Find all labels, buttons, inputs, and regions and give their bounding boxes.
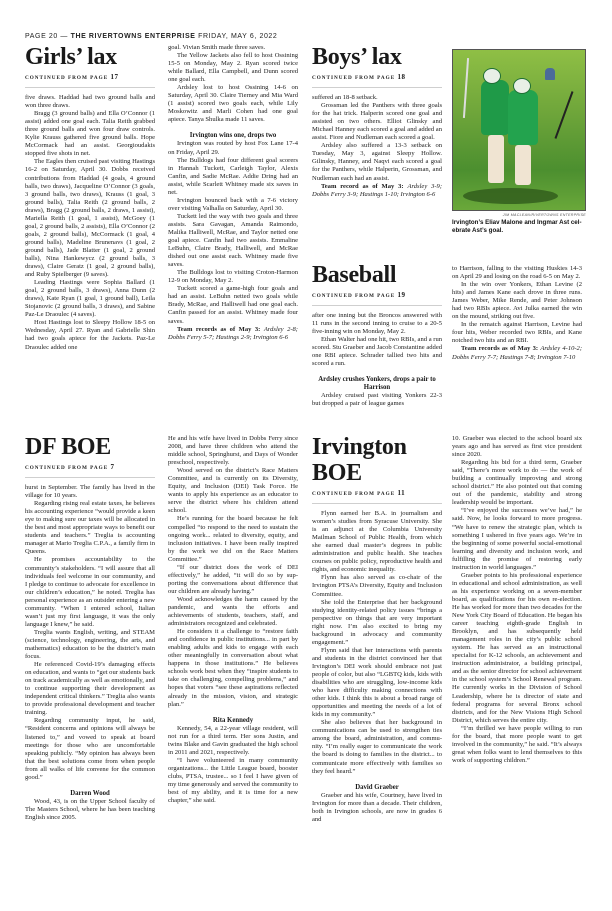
irvington-boe-continued-from: CONTINUED FROM PAGE 11 xyxy=(312,489,442,504)
paragraph: The Eagles then cruised past visiting Hastings 16-2 on Saturday, April 30. Dobbs received contributions from Haddad (4 goals, 4 ground balls, two draws), Jacqueline O’Connor (3 goals, 3 ground balls, two draws), Krauss (1 goal, 3 ground balls), Talia Reith (2 ground balls, 2 draws), Bragg (2 ground balls, 2 draws, 1 assist), Mariella Reith (1 goal, 1 assist), McGoey (1 goal, 2 ground balls, 2 assists), Ella O’Connor (2 goals, 2 ground balls), McCormack (1 goal, 4 ground balls), Madeline Brunenavs (1 goal, 2 ground balls), Jade Blatter (1 goal, 2 ground balls), Nina Hankewycz (2 ground balls, 3 draws), Claire Geratz (1 goal, 2 ground balls), and Ruby Spielberger (9 saves). xyxy=(25,158,155,279)
newspaper-name: THE RIVERTOWNS ENTERPRISE xyxy=(70,33,196,40)
photo-credit: JIM MACLEAN/RIVERTOWNS ENTERPRISE xyxy=(502,213,586,217)
paragraph: Irvington bounced back with a 7-6 victory over visiting Valhalla on Saturday, April 30. xyxy=(168,196,298,212)
paragraph: after one inning but the Broncos answered with 11 runs in the second inning to cruise to a 20-5 five-inning win on Monday, May 2. xyxy=(312,312,442,336)
paragraph: hurst in September. The family has lived in the village for 10 years. xyxy=(25,484,155,500)
paragraph: 10. Graeber was elected to the school board six years ago and has served as first vice president since 2020. xyxy=(452,435,582,459)
paragraph: He’s running for the board because he felt compelled “to respond to the need to sustain the ongoing work... related to diversity, equity, and inclusion initiatives. I have been really inspired by the work we did on the Race Matters Committee.” xyxy=(168,515,298,563)
paragraph: Graeber points to his professional experience in educational and school administration, as well as his experience working on a seven-member board, as qualifications for his own re-election. He has worked for more than two decades for the New York City Board of Education. He began his career teaching eighth-grade English in Brooklyn, and has subsequently held management roles in the city’s public school system. He has served as an instructional specialist for K-12 schools, an achievement and instruction administrator, a building principal, and as the senior director for school achievement in the school system’s School Renewal program. He currently works in the Division of School Leadership, where he is director of state and federal programs for several Bronx school districts, and for the New Visions High School District, which serves the entire city. xyxy=(452,571,582,724)
paragraph: Flynn said that her interactions with parents and students in the district convinced her that Irvington’s DEI work should embrace not just people of color, but also “LGBTQ kids, kids with disabilities who are struggling, low-income kids who have difficulty making connections with other kids. I think this is about a broad range of opportunities and meeting the needs of a lot of kids in my community.” xyxy=(312,646,442,719)
df-boe-subhead-darren-wood: Darren Wood xyxy=(70,789,110,797)
player-shadow xyxy=(463,188,558,204)
paragraph: Tuckett scored a game-high four goals and had an assist. LeBuhn netted two goals while Brady, McRae, and Halliwell had one goal each. Canfin passed for an assist. Whitney made four saves. xyxy=(168,285,298,325)
paragraph: Host Hastings lost to Sleepy Hollow 18-5 on Wednesday, April 27. Ryan and Gabrielle Shin had two goals apiece for the Jackets. Paz-Le Draoulec added one xyxy=(25,319,155,351)
player-helmet xyxy=(483,68,501,84)
boys-lax-continued-from: CONTINUED FROM PAGE 18 xyxy=(312,73,442,88)
player-legs xyxy=(488,135,504,183)
paragraph: Ardsley lost to host Ossining 14-6 on Saturday, April 30. Claire Tierney and Mia Ward (1 assist) scored two goals each, while Lily Moskowitz and Marli Cohen had one goal apiece. Tanya Shulka made 11 saves. xyxy=(168,84,298,124)
paragraph: five draws. Haddad had two ground balls and won three draws. xyxy=(25,94,155,110)
paragraph: He referenced Covid-19’s damaging effects on education, and wants to “get our students back on track academically as well as emotionally, and to continue supporting their development as independent critical thinkers.” Treglia also wants to provide professional development and teacher training. xyxy=(25,661,155,717)
paragraph: suffered an 18-8 setback. xyxy=(312,94,378,102)
df-boe-continued-from: CONTINUED FROM PAGE 7 xyxy=(25,463,155,478)
baseball-headline: Baseball xyxy=(312,262,397,288)
paragraph: Ardsley also suffered a 13-3 setback on Tuesday, May 3, against Sleepy Hollow. Gilinsky, Hanney, and Naqvi each scored a goal for the Panthers, while Halperin, Grossman, and Nudleman each had an assist. xyxy=(312,142,442,182)
irvington-boe-headline: Irvington BOE xyxy=(312,434,407,486)
paragraph: She also believes that her background in communications can be used to strengthen ties among the board, administration, and community. “I’m really eager to communicate the work the board is doing to families in the district... to communicate more effectively with families so they feel heard.” xyxy=(312,719,442,775)
irvington-boe-subhead-david-graeber: David Graeber xyxy=(355,783,399,791)
team-records: Team record as of May 3: Ardsley 3-9; Dobbs Ferry 3-9; Hastings 1-10; Irvington 6-6 xyxy=(312,182,442,198)
paragraph: He considers it a challenge to “restore faith and confidence in public institutions... in part by enabling adults and kids to engage with each other meaningfully in conversation about what happens in those institutions.” He believes schools work best when they “inspire students to take on challenging, compelling problems,” and hopes that voters “see these aspirations reflected already in the mission, vision, and strategic plan.” xyxy=(168,628,298,708)
player-jersey-14 xyxy=(508,90,538,145)
paragraph: Regarding his bid for a third term, Graeber said, “There’s more work to do — the work of building a continually improving and strong school district.” He also pointed out that coming out of the pandemic, stability and strong leadership would be important. xyxy=(452,459,582,507)
page-number: PAGE 20 — xyxy=(25,33,69,40)
paragraph: “I’m thrilled we have people willing to run for the board, that more people want to get involved in the community,” he said. “It’s always great when folks want to lend themselves to this work of supporting children.” xyxy=(452,724,582,764)
player-helmet xyxy=(513,78,531,94)
lacrosse-stick xyxy=(463,58,469,118)
lacrosse-stick xyxy=(555,91,574,139)
paragraph: Wood, 43, is on the Upper School faculty of The Masters School, where he has been teaching English since 2005. xyxy=(25,797,155,821)
paragraph: Regarding rising real estate taxes, he believes his accounting experience “would provide a keen eye to making sure our taxes will be allocated in the best and most appropriate ways to benefit our students and teachers.” Treglia is accounting manager at Mario Treglia C.P.A., a family firm in Queens. xyxy=(25,500,155,556)
irvington-boe-column-1 xyxy=(312,434,442,824)
girls-lax-continued-from: CONTINUED FROM PAGE 17 xyxy=(25,73,155,88)
paragraph: to Harrison, falling to the visiting Huskies 14-3 on April 29 and losing on the road 6-5 on May 2. xyxy=(452,265,582,281)
boys-lax-headline: Boys’ lax xyxy=(312,44,402,70)
spectator-figure xyxy=(545,68,555,80)
paragraph: Flynn earned her B.A. in journalism and women’s studies from Syracuse University. She is an adjunct at the Columbia University Mailman School of Public Health, from which she earned dual master’s degrees in public administration and public health. She teaches courses on public policy, reproductive health and rights, and economic inequality. xyxy=(312,510,442,574)
paragraph: Leading Hastings were Sophia Ballard (1 goal, 2 ground balls, 3 draws), Anna Dunn (2 draws), Kate Ryan (1 goal, 1 ground ball), Leila Stojanovic (2 ground balls, 3 draws), and Sabine Paz-Le Draoulec (4 saves). xyxy=(25,279,155,319)
continued-page-number: 11 xyxy=(397,489,406,497)
paragraph: The Yellow Jackets also fell to host Ossining 15-5 on Monday, May 2. Ryan scored twice while Ballard, Ella Campbell, and Dunn scored one goal each. xyxy=(168,52,298,84)
baseball-subhead: Ardsley crushes Yonkers, drops a pair to Harrison xyxy=(318,376,436,392)
baseball-continued-from: CONTINUED FROM PAGE 19 xyxy=(312,291,442,306)
paragraph: Bragg (3 ground balls) and Ella O’Connor (1 assist) added one goal each. Talia Reith grabbed three ground balls and won four draw controls. Kylie Krauss gathered five ground balls. Hope McCormack had an assist. Georgioudakis stopped five shots in net. xyxy=(25,110,155,158)
paragraph: In the rematch against Harrison, Levine had four hits, Weber recorded two RBIs, and Kane notched two hits and an RBI. xyxy=(452,321,582,345)
df-boe-column-2 xyxy=(168,435,298,805)
paragraph: Regarding community input, he said, “Resident concerns and opinions will always be listened to,” and vowed to speak at board meetings for those who are uncomfortable speaking publicly. “My opinion has always been that the best solutions come from when people from all walks of life convene for the common good.” xyxy=(25,717,155,781)
lacrosse-celebration-photo xyxy=(452,49,586,211)
paragraph: He and his wife have lived in Dobbs Ferry since 2008, and have three children who attend the middle school, Springhurst, and Days of Wonder preschool, respectively. xyxy=(168,435,298,467)
team-records: Team records as of May 3: Ardsley 4-10-2; Dobbs Ferry 7-7; Hastings 7-8; Irvington 7-10 xyxy=(452,345,583,361)
paragraph: Wood served on the district’s Race Matters Committee, and is currently on its Diversity, Equity, and Inclusion (DEI) Task Force. He wants to apply his experience as an educator to serve the district where his children attend school. xyxy=(168,467,298,515)
player-jersey-18 xyxy=(481,80,509,135)
paragraph: The Bulldogs had four different goal scorers in Hannah Tuckett, Carleigh Taylor, Alexis Canfin, and Sadie McRae. Addie Dring had an assist, while Scarlett Whitney made six saves in net. xyxy=(168,156,298,196)
player-legs xyxy=(515,145,531,185)
paragraph: Kennedy, 54, a 22-year village resident, will not run for a third term. Her sons Justin, and twins Blake and Gavin graduated the high school in 2011 and 2021, respectively. xyxy=(168,724,298,756)
girls-lax-headline: Girls’ lax xyxy=(25,44,117,70)
paragraph: “I have volunteered in many community organizations... the Little League board, booster clubs, PTSA, trustee... so I feel I have given of my time generously and served the community to best of my ability, and it is time for a new chapter,” she said. xyxy=(168,756,298,805)
team-records: Team records as of May 3: Ardsley 2-8; Dobbs Ferry 5-7; Hastings 2-9; Irvington 6-6 xyxy=(168,325,298,341)
continued-page-number: 17 xyxy=(110,73,119,81)
paragraph: “If our district does the work of DEI effectively,” he added, “it will do so by supporting the conversations about difference that our children are already having.” xyxy=(168,563,298,595)
paragraph: He promises accountability to the community’s stakeholders. “I will assure that all individuals feel welcome in our community, and I pledge to continue to advocate for excellence in our children’s education,” he noted. Treglia has personal experience as an outsider entering a new community. “When I entered school, Italian wasn’t just my first language, it was the only language I knew,” he said. xyxy=(25,556,155,628)
df-boe-subhead-rita-kennedy: Rita Kennedy xyxy=(212,716,254,724)
paragraph: Grossman led the Panthers with three goals for the hat trick. Halperin scored one goal and assisted on two others. Elliot Glinsky and Michael Hanney each scored a goal and added an assist. Fiore and Nudleman each scored a goal. xyxy=(312,102,442,142)
df-boe-column-1 xyxy=(25,434,155,822)
paragraph: She told the Enterprise that her background studying identity-related policy issues “brings a perspective on things that are very important right now. I’m also excited to bring my background in advocacy and community engagement.” xyxy=(312,598,442,646)
paragraph: In the win over Yonkers, Ethan Levine (2 hits) and James Kane each drove in three runs. James Weber, Mike Rende, and Peter Johnson had two RBIs apiece. Avi Julka earned the win on the mound, striking out five. xyxy=(452,281,582,321)
continued-page-number: 19 xyxy=(397,291,406,299)
girls-lax-column-2 xyxy=(168,44,298,342)
paragraph: “I’ve enjoyed the successes we’ve had,” he said. Now, he looks forward to more progress. “We have to renew the strategic plan, which is something I ushered in five years ago. We’re in the beginning of some powerful social-emotional learning and diversity and inclusion work, and fulfilling the promise of restoring early instruction in world languages.” xyxy=(452,507,582,571)
baseball-column-1 xyxy=(312,262,442,408)
paragraph: Ethan Walter had one hit, two RBIs, and a run scored. Stu Graeber and Jacob Constantine added one RBI apiece. Schrader tallied two hits and scored a run. xyxy=(312,336,442,368)
paragraph: Irvington was routed by host Fox Lane 17-4 on Friday, April 29. xyxy=(168,140,298,156)
girls-lax-subhead: Irvington wins one, drops two xyxy=(189,132,277,140)
continued-page-number: 7 xyxy=(110,463,115,471)
paragraph: goal. Vivian Smith made three saves. xyxy=(168,44,266,51)
irvington-boe-column-2 xyxy=(452,435,582,765)
page-masthead xyxy=(25,33,277,40)
paragraph: Treglia wants English, writing, and STEAM (science, technology, engineering, the arts, and mathematics) education to be the district’s main focus. xyxy=(25,628,155,661)
baseball-column-2 xyxy=(452,265,582,362)
paragraph: Ardsley cruised past visiting Yonkers 22-3 but dropped a pair of league games xyxy=(312,392,442,408)
continued-page-number: 18 xyxy=(397,73,406,81)
paragraph: Flynn has also served as co-chair of the Irvington PTSA’s Diversity, Equity and Inclusion Committee. xyxy=(312,574,442,598)
df-boe-headline: DF BOE xyxy=(25,434,111,460)
paragraph: Wood acknowledges the harm caused by the pandemic, and wants the efforts and achievements of students, teachers, staff, and administrators recognized and celebrated. xyxy=(168,595,298,628)
paragraph: The Bulldogs lost to visiting Croton-Harmon 12-9 on Monday, May 2. xyxy=(168,269,298,285)
paragraph: Graeber and his wife, Courtney, have lived in Irvington for more than a decade. Their children, both in Irvington schools, are now in grades 6 and xyxy=(312,791,442,823)
photo-caption: Irvington’s Eliav Malone and Ingmar Ast celebrate Ast’s goal. xyxy=(452,219,582,234)
paragraph: Tuckett led the way with two goals and three assists. Sara Gavagan, Amanda Raimondo, Malika Halliwell, McRae, and Taylor netted one goal apiece. Canfin had two assists. Emmaline LeBuhn, Claire Brady, Halliwell, and McRae dished out one assist each. Whitney made five saves. xyxy=(168,212,298,269)
boys-lax-column xyxy=(312,44,442,199)
issue-date: FRIDAY, MAY 6, 2022 xyxy=(198,33,278,40)
girls-lax-column-1 xyxy=(25,44,155,352)
